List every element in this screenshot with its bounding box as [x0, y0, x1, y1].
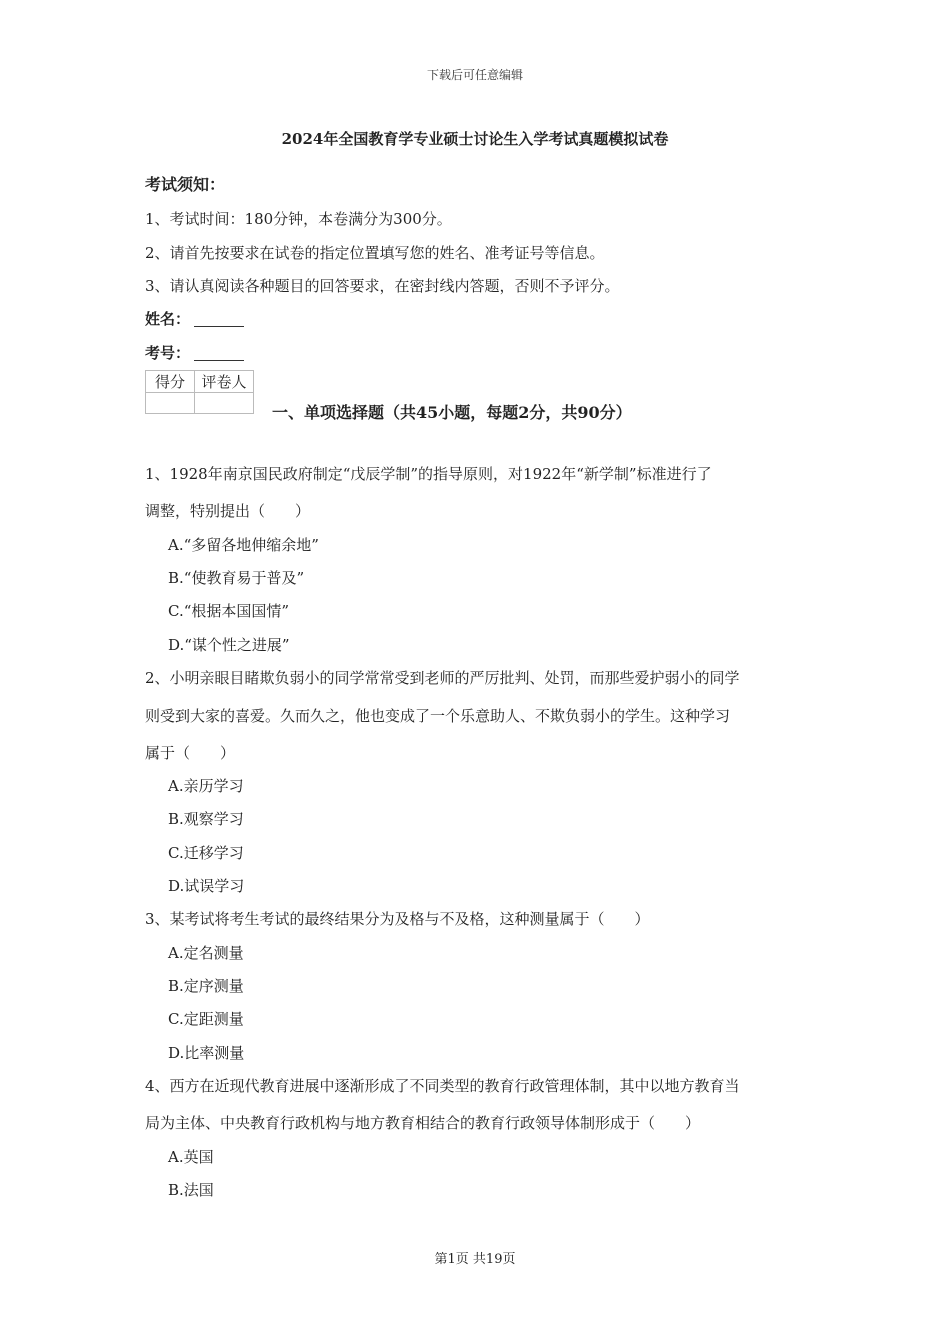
grader-cell	[195, 393, 254, 414]
score-header: 得分	[146, 371, 195, 393]
question-line: 则受到大家的喜爱。久而久之，他也变成了一个乐意助人、不欺负弱小的学生。这种学习	[145, 707, 731, 725]
header-note: 下载后可任意编辑	[426, 68, 523, 82]
option: C.“根据本国国情”	[168, 602, 290, 620]
score-table	[145, 370, 254, 414]
option: D.比率测量	[168, 1044, 245, 1062]
name-label: 姓名：	[145, 310, 191, 328]
option: B.定序测量	[168, 977, 244, 995]
question-line: 属于（ ）	[145, 744, 236, 762]
option: D.“谋个性之进展”	[168, 636, 290, 654]
question-line: 调整，特别提出（ ）	[145, 502, 311, 520]
section-title: 一、单项选择题（共45小题，每题2分，共90分）	[272, 403, 632, 422]
option: A.亲历学习	[168, 777, 244, 795]
option: A.英国	[168, 1148, 214, 1166]
notice-title: 考试须知：	[145, 175, 226, 194]
option: C.定距测量	[168, 1010, 244, 1028]
question-line: 4、西方在近现代教育进展中逐渐形成了不同类型的教育行政管理体制，其中以地方教育当	[145, 1077, 740, 1095]
score-cell	[146, 393, 195, 414]
option: D.试误学习	[168, 877, 245, 895]
page-title: 2024年全国教育学专业硕士讨论生入学考试真题模拟试卷	[281, 130, 669, 148]
id-label: 考号：	[145, 344, 191, 362]
option: B.“使教育易于普及”	[168, 569, 305, 587]
question-line: 局为主体、中央教育行政机构与地方教育相结合的教育行政领导体制形成于（ ）	[145, 1114, 701, 1132]
notice-item: 1、考试时间：180分钟，本卷满分为300分。	[145, 210, 452, 228]
notice-item: 3、请认真阅读各种题目的回答要求，在密封线内答题，否则不予评分。	[145, 277, 620, 295]
option: C.迁移学习	[168, 844, 244, 862]
option: A.定名测量	[168, 944, 244, 962]
question-line: 1、1928年南京国民政府制定“戊辰学制”的指导原则，对1922年“新学制”标准进行了	[145, 465, 712, 483]
id-field	[145, 342, 244, 363]
option: B.观察学习	[168, 810, 244, 828]
page-footer: 第1页 共19页	[434, 1252, 516, 1267]
grader-header: 评卷人	[195, 371, 254, 393]
name-blank	[194, 312, 244, 327]
notice-item: 2、请首先按要求在试卷的指定位置填写您的姓名、准考证号等信息。	[145, 244, 605, 262]
question-line: 3、某考试将考生考试的最终结果分为及格与不及格，这种测量属于（ ）	[145, 910, 650, 928]
question-line: 2、小明亲眼目睹欺负弱小的同学常常受到老师的严厉批判、处罚，而那些爱护弱小的同学	[145, 669, 740, 687]
name-field	[145, 308, 244, 329]
option: B.法国	[168, 1181, 214, 1199]
option: A.“多留各地伸缩余地”	[168, 536, 319, 554]
id-blank	[194, 346, 244, 361]
